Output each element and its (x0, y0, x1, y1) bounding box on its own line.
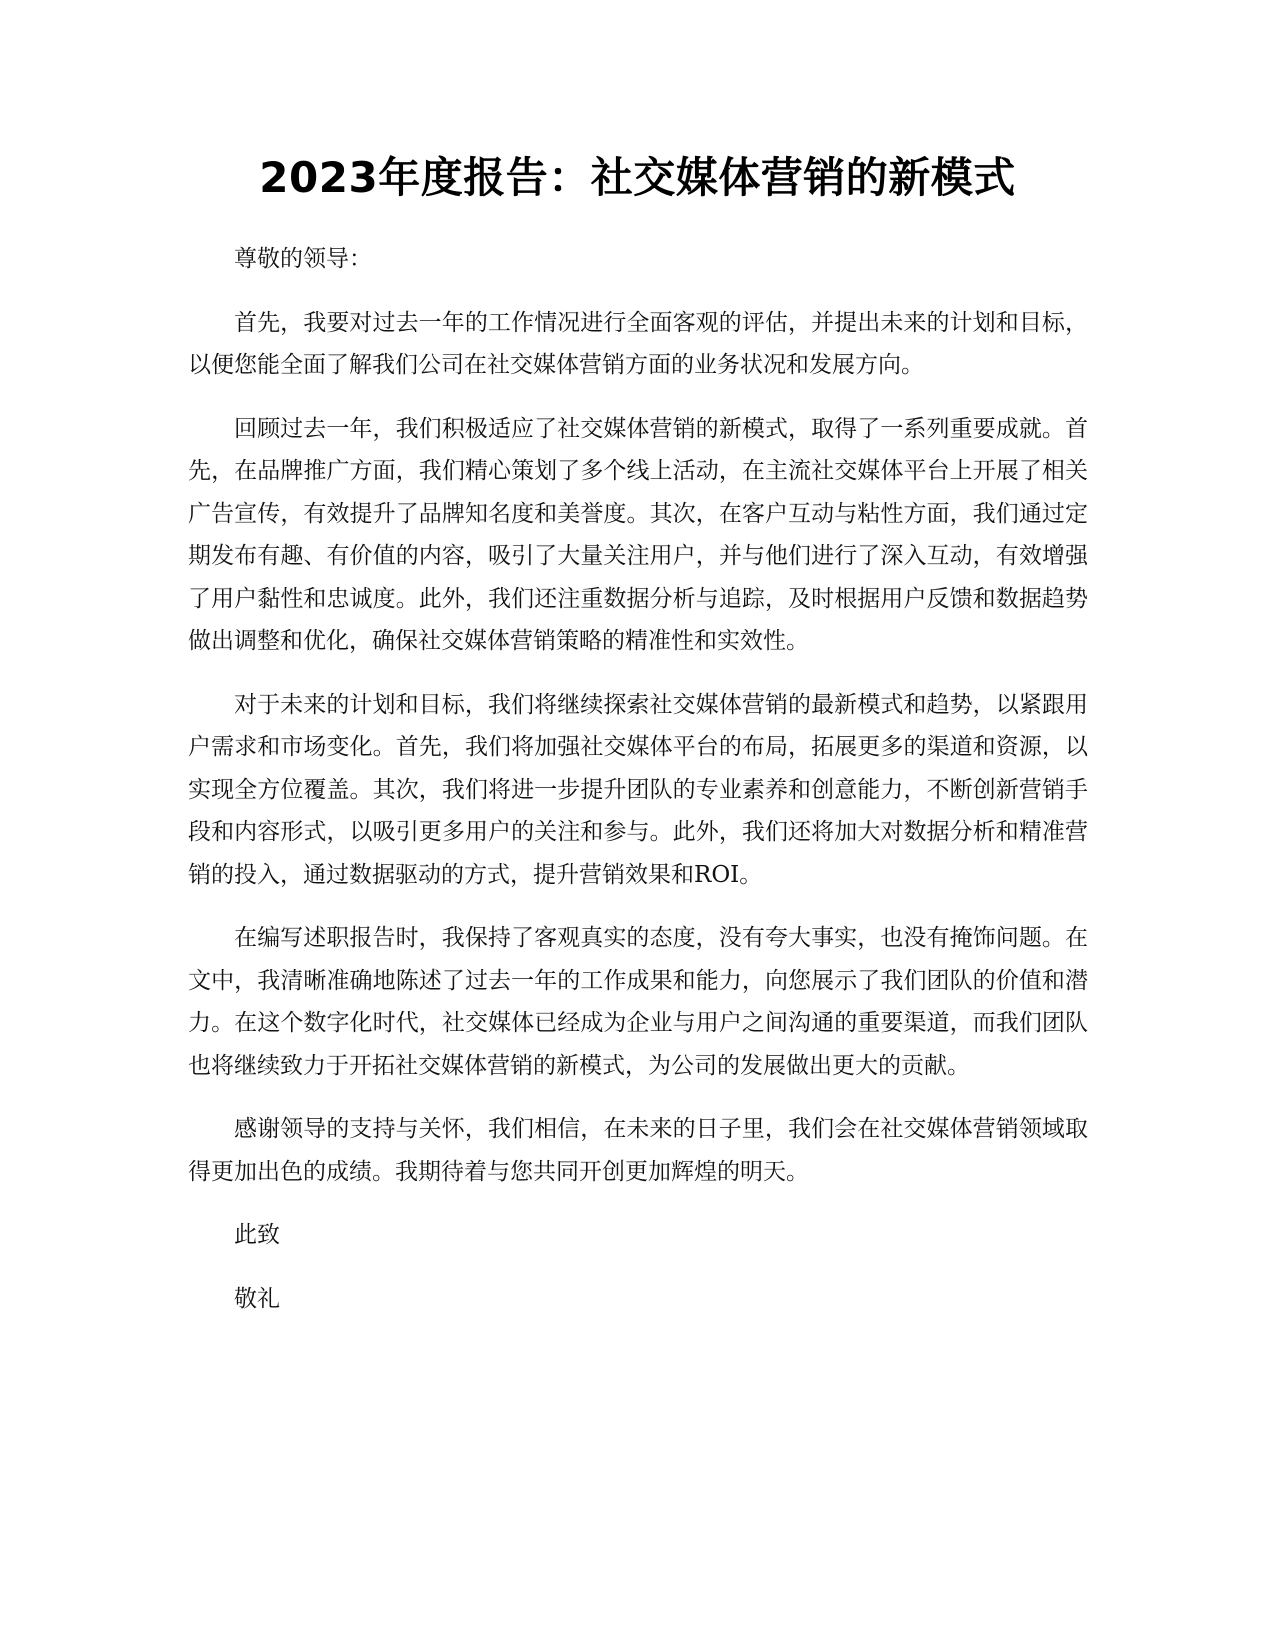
paragraph-thanks: 感谢领导的支持与关怀，我们相信，在未来的日子里，我们会在社交媒体营销领域取得更加出色的成绩。我期待着与您共同开创更加辉煌的明天。 (188, 1116, 1088, 1185)
document-body (188, 238, 1088, 1341)
paragraph-review: 回顾过去一年，我们积极适应了社交媒体营销的新模式，取得了一系列重要成就。首先，在品牌推广方面，我们精心策划了多个线上活动，在主流社交媒体平台上开展了相关广告宣传，有效提升了品牌知名度和美誉度。其次，在客户互动与粘性方面，我们通过定期发布有趣、有价值的内容，吸引了大量关注用户，并与他们进行了深入互动，有效增强了用户黏性和忠诚度。此外，我们还注重数据分析与追踪，及时根据用户反馈和数据趋势做出调整和优化，确保社交媒体营销策略的精准性和实效性。 (188, 415, 1088, 654)
paragraph-intro: 首先，我要对过去一年的工作情况进行全面客观的评估，并提出未来的计划和目标，以便您能全面了解我们公司在社交媒体营销方面的业务状况和发展方向。 (188, 309, 1088, 378)
closing-line: 此致 (234, 1222, 280, 1248)
closing-regards: 敬礼 (234, 1285, 280, 1312)
document-title: 2023年度报告：社交媒体营销的新模式 (259, 153, 1016, 202)
paragraph-attitude: 在编写述职报告时，我保持了客观真实的态度，没有夸大事实，也没有掩饰问题。在文中，我清晰准确地陈述了过去一年的工作成果和能力，向您展示了我们团队的价值和潜力。在这个数字化时代，社交媒体已经成为企业与用户之间沟通的重要渠道，而我们团队也将继续致力于开拓社交媒体营销的新模式，为公司的发展做出更大的贡献。 (188, 925, 1088, 1079)
paragraph-plans: 对于未来的计划和目标，我们将继续探索社交媒体营销的最新模式和趋势，以紧跟用户需求和市场变化。首先，我们将加强社交媒体平台的布局，拓展更多的渠道和资源，以实现全方位覆盖。其次，我们将进一步提升团队的专业素养和创意能力，不断创新营销手段和内容形式，以吸引更多用户的关注和参与。此外，我们还将加大对数据分析和精准营销的投入，通过数据驱动的方式，提升营销效果和ROI。 (188, 691, 1088, 888)
salutation: 尊敬的领导： (234, 246, 372, 272)
